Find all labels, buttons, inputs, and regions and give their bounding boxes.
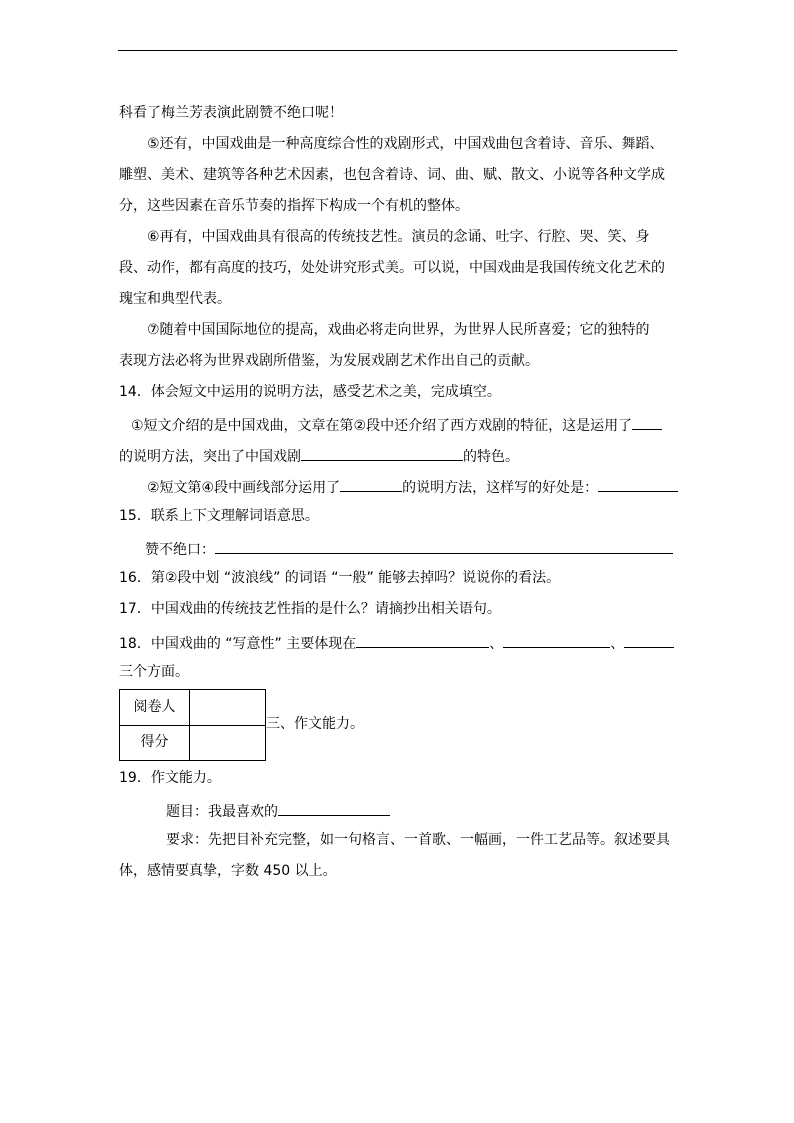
question-17: 17．中国戏曲的传统技艺性指的是什么？请摘抄出相关语句。 bbox=[119, 601, 501, 617]
paragraph-7-line: ⑦随着中国国际地位的提高，戏曲必将走向世界，为世界人民所喜爱；它的独特的 bbox=[147, 322, 650, 338]
answer-blank[interactable] bbox=[598, 477, 678, 492]
reviewer-label: 阅卷人 bbox=[133, 699, 176, 715]
section-heading: 三、作文能力。 bbox=[266, 716, 364, 732]
answer-blank[interactable] bbox=[340, 477, 402, 492]
paragraph-5-line: 分，这些因素在音乐节奏的指挥下构成一个有机的整体。 bbox=[119, 198, 469, 214]
question-14-1-text: ①短文介绍的是中国戏曲，文章在第②段中还介绍了西方戏剧的特征，这是运用了 bbox=[131, 418, 633, 434]
essay-requirement: 体，感情要真挚，字数 450 以上。 bbox=[119, 863, 337, 879]
question-19: 19．作文能力。 bbox=[119, 770, 221, 786]
paragraph-5-line: 雕塑、美术、建筑等各种艺术因素，也包含着诗、词、曲、赋、散文、小说等各种文学成 bbox=[119, 167, 665, 183]
paragraph-5-line: ⑤还有，中国戏曲是一种高度综合性的戏剧形式，中国戏曲包含着诗、音乐、舞蹈、 bbox=[147, 136, 664, 152]
passage-line: 科看了梅兰芳表演此剧赞不绝口呢！ bbox=[119, 105, 343, 121]
answer-blank[interactable] bbox=[624, 633, 674, 648]
paragraph-6-line: 段、动作，都有高度的技巧，处处讲究形式美。可以说，中国戏曲是我国传统文化艺术的 bbox=[119, 260, 665, 276]
question-15-answer bbox=[145, 539, 673, 558]
answer-blank[interactable] bbox=[503, 633, 610, 648]
answer-blank[interactable] bbox=[278, 801, 390, 816]
question-15-label: 赞不绝口： bbox=[145, 542, 215, 558]
score-label: 得分 bbox=[140, 734, 169, 750]
question-14-1-text: 的特色。 bbox=[463, 449, 519, 465]
separator: 、 bbox=[610, 636, 625, 652]
paragraph-6-line: 瑰宝和典型代表。 bbox=[119, 291, 231, 307]
answer-blank[interactable] bbox=[215, 539, 673, 554]
question-18-text: 18．中国戏曲的 “写意性” 主要体现在 bbox=[119, 636, 357, 652]
essay-topic bbox=[166, 801, 390, 820]
score-table bbox=[119, 689, 266, 761]
question-14-2-text: ②短文第④段中画线部分运用了 bbox=[147, 480, 341, 496]
paragraph-7-line: 表现方法必将为世界戏剧所借鉴，为发展戏剧艺术作出自己的贡献。 bbox=[119, 353, 539, 369]
answer-blank[interactable] bbox=[632, 415, 662, 430]
header-rule bbox=[118, 50, 677, 51]
question-18 bbox=[119, 633, 674, 652]
question-14-2-text: 的说明方法，这样写的好处是： bbox=[402, 480, 599, 496]
question-14-1-cont bbox=[119, 446, 519, 465]
question-14-1 bbox=[131, 415, 662, 434]
paragraph-6-line: ⑥再有，中国戏曲具有很高的传统技艺性。演员的念诵、吐字、行腔、哭、笑、身 bbox=[147, 229, 650, 245]
question-14-1-text: 的说明方法，突出了中国戏剧 bbox=[119, 449, 301, 465]
question-16: 16．第②段中划 “波浪线” 的词语 “一般” 能够去掉吗？说说你的看法。 bbox=[119, 570, 561, 586]
answer-blank[interactable] bbox=[301, 446, 463, 461]
essay-requirement: 要求：先把目补充完整，如一句格言、一首歌、一幅画，一件工艺品等。叙述要具 bbox=[166, 832, 670, 848]
answer-blank[interactable] bbox=[356, 633, 489, 648]
question-14-2 bbox=[147, 477, 678, 496]
table-divider bbox=[120, 725, 265, 726]
question-15: 15．联系上下文理解词语意思。 bbox=[119, 508, 319, 524]
question-14: 14．体会短文中运用的说明方法，感受艺术之美，完成填空。 bbox=[119, 384, 501, 400]
essay-topic-text: 题目：我最喜欢的 bbox=[166, 804, 278, 820]
question-18-cont: 三个方面。 bbox=[119, 664, 189, 680]
separator: 、 bbox=[489, 636, 504, 652]
